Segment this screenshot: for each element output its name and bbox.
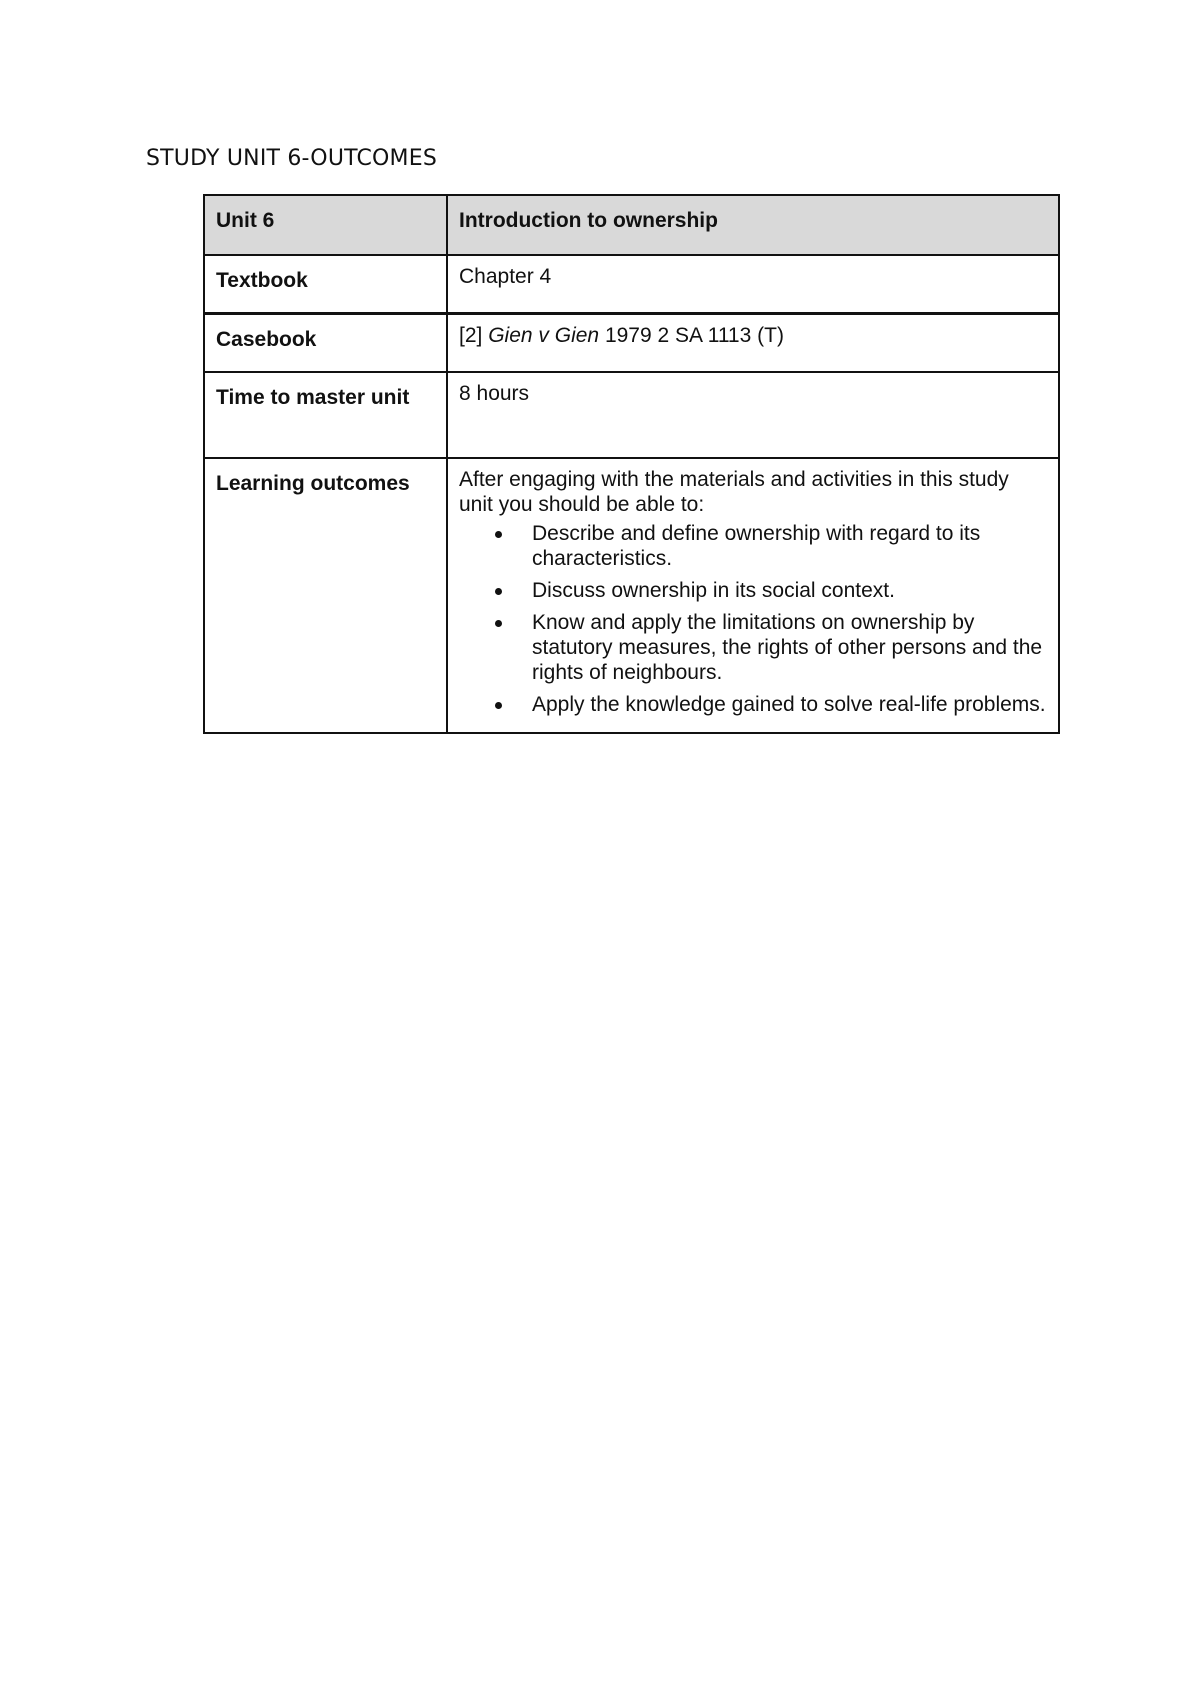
list-item (532, 521, 1047, 571)
list-item (532, 610, 1047, 685)
study-unit-table (203, 194, 1060, 734)
unit-title-cell: Introduction to ownership (447, 195, 1059, 255)
bullet-icon (495, 531, 502, 538)
casebook-ref: [2] (459, 324, 483, 347)
table-row-casebook (204, 314, 1059, 373)
casebook-label: Casebook (204, 314, 447, 373)
list-item (532, 692, 1047, 717)
casebook-value (447, 314, 1059, 373)
casebook-citation: 1979 2 SA 1113 (T) (604, 324, 784, 347)
unit-number-cell: Unit 6 (204, 195, 447, 255)
learning-outcomes-intro: After engaging with the materials and activities in this study unit you should be able to: (459, 468, 1009, 516)
list-item-text: Apply the knowledge gained to solve real-life problems. (532, 693, 1046, 716)
page-heading: STUDY UNIT 6-OUTCOMES (146, 146, 437, 171)
list-item (532, 578, 1047, 603)
bullet-icon (495, 702, 502, 709)
textbook-value: Chapter 4 (447, 255, 1059, 314)
textbook-label: Textbook (204, 255, 447, 314)
table-row-time (204, 372, 1059, 458)
learning-outcomes-list (459, 521, 1047, 717)
time-value: 8 hours (447, 372, 1059, 458)
bullet-icon (495, 588, 502, 595)
learning-outcomes-label: Learning outcomes (204, 458, 447, 733)
list-item-text: Discuss ownership in its social context. (532, 579, 895, 602)
list-item-text: Describe and define ownership with regard to its characteristics. (532, 522, 981, 570)
bullet-icon (495, 620, 502, 627)
table-header-row (204, 195, 1059, 255)
table-row-learning-outcomes (204, 458, 1059, 733)
learning-outcomes-content (447, 458, 1059, 733)
list-item-text: Know and apply the limitations on ownership by statutory measures, the rights of other persons and the rights of neighbours. (532, 611, 1043, 684)
time-label: Time to master unit (204, 372, 447, 458)
casebook-case-name: Gien v Gien (488, 324, 600, 347)
table-row-textbook (204, 255, 1059, 314)
